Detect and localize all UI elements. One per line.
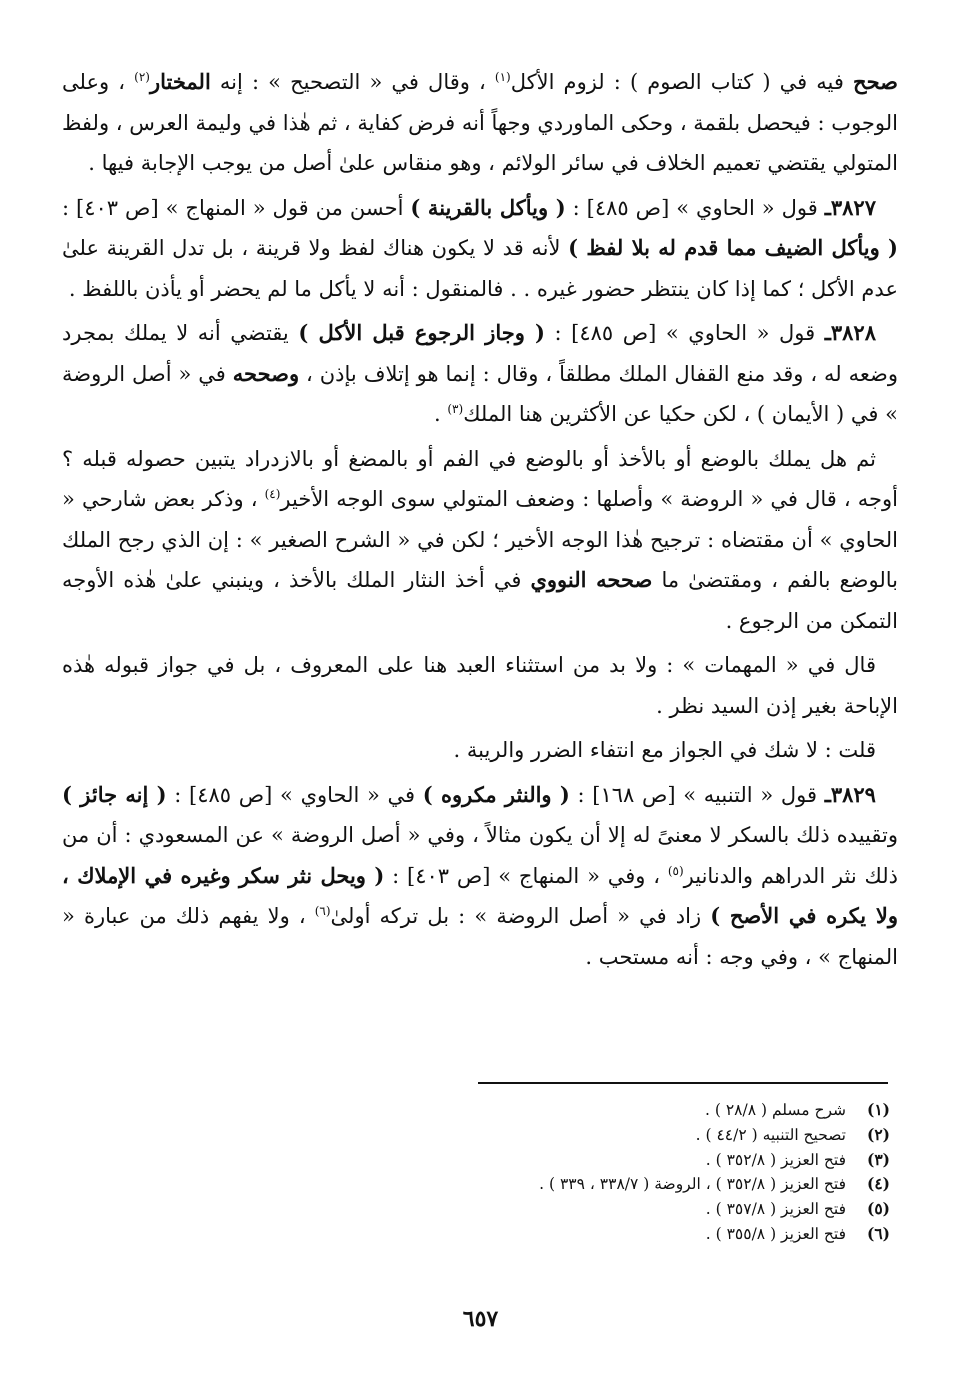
footnote-number: (٦) <box>866 1223 890 1243</box>
bold-term: وصححه <box>232 360 300 386</box>
bold-term: صحح <box>853 69 898 94</box>
footnote-text: فتح العزيز ( ٣٥٥/٨ ) . <box>705 1224 846 1243</box>
footnote-5 <box>420 1197 890 1222</box>
footnote-number: (٢) <box>866 1124 890 1144</box>
text-run: ، ولا يفهم ذلك من عبارة « المنهاج » ، وفي وجه : أنه مستحب . <box>62 904 898 969</box>
bold-term: صححه النووي <box>530 567 653 592</box>
page-number: ٦٥٧ <box>462 1306 499 1332</box>
footnote-number: (٣) <box>866 1149 890 1169</box>
footnote-number: (٥) <box>866 1199 890 1219</box>
footnote-ref-6[interactable]: (٦) <box>314 904 331 918</box>
issue-number: ٣٨٢٧ـ <box>824 194 876 220</box>
paragraph-1 <box>62 62 898 184</box>
quoted-matn: ( والنثر مكروه ) <box>422 781 570 807</box>
text-run: ، وفي « المنهاج » [ص ٤٠٣] : <box>384 863 668 888</box>
footnote-number: (٤) <box>866 1174 890 1194</box>
quoted-matn: ( ويأكل بالقرينة ) <box>410 194 566 220</box>
text-run: ، وذكر بعض شارحي « الحاوي » أن مقتضاه : ترجيح هٰذا الوجه الأخير ؛ لكن في « الشرح الصغير » : إن الذي رجح الملك بالوضع بالفم ، ومقتضىٰ ما <box>62 487 898 592</box>
text-run: في « الحاوي » [ص ٤٨٥] : <box>166 782 423 807</box>
main-text <box>62 62 898 977</box>
text-run: ثم هل يملك بالوضع أو بالأخذ أو بالوضع في الفم أو بالمضغ أو بالازدراد يتبين حصوله قبله ؟ أوجه ، قال في « الروضة » وأصلها : وضعف المتولي سوى الوجه الأخير <box>62 446 898 511</box>
issue-number: ٣٨٢٨ـ <box>824 320 876 345</box>
text-run: زاد في « أصل الروضة » : بل تركه أولىٰ <box>330 904 711 928</box>
issue-number: ٣٨٢٩ـ <box>824 781 876 807</box>
footnote-ref-4[interactable]: (٤) <box>264 487 281 501</box>
text-run: . <box>434 402 448 426</box>
footnote-number: (١) <box>866 1100 890 1119</box>
paragraph-6: قلت : لا شك في الجواز مع انتفاء الضرر والريبة . <box>453 738 876 762</box>
footnotes <box>420 1098 890 1247</box>
paragraph-3829 <box>62 775 898 978</box>
quoted-matn: ( ويأكل الضيف مما قدم له بلا لفظ ) <box>568 235 898 260</box>
footnote-text: فتح العزيز ( ٣٥٧/٨ ) . <box>705 1200 846 1219</box>
text-run: في أخذ النثار الملك بالأخذ ، وينبني علىٰ هٰذه الأوجه التمكن من الرجوع . <box>62 568 898 633</box>
text-run: ، وعلى الوجوب : فيحصل بلقمة ، وحكى الماوردي وجهاً أنه فرض كفاية ، ثم هٰذا في وليمة العرس ، ولفظ المتولي يقتضي تعميم الخلاف في سائر الولائم ، وهو منقاس علىٰ أصل من يوجب الإجابة فيها . <box>62 70 898 175</box>
text-run: يقتضي أنه لا يملك بمجرد وضعه له ، وقد منع القفال الملك مطلقاً ، وقال : إنما هو إتلاف بإذن ، <box>62 321 898 386</box>
footnote-ref-5[interactable]: (٥) <box>667 863 684 878</box>
footnote-text: شرح مسلم ( ٢٨/٨ ) . <box>705 1101 846 1119</box>
footnote-text: فتح العزيز ( ٣٥٢/٨ ) . <box>705 1150 846 1169</box>
text-run: قول « التنبيه » [ص ١٦٨] : <box>569 782 825 807</box>
bold-term: المختار <box>149 69 211 94</box>
paragraph-3827 <box>62 188 898 310</box>
text-run: في « أصل الروضة » في ( الأيمان ) ، لكن حكيا عن الأكثرين هنا الملك <box>62 361 898 426</box>
paragraph-3828 <box>62 313 898 435</box>
quoted-matn: ( وجاز الرجوع قبل الأكل ) <box>298 320 545 345</box>
footnote-ref-3[interactable]: (٣) <box>447 402 464 416</box>
text-run: فيه في ( كتاب الصوم ) : لزوم الأكل <box>510 70 854 94</box>
footnote-4 <box>420 1172 890 1197</box>
footnote-divider <box>478 1082 888 1084</box>
footnote-text: تصحيح التنبيه ( ٤٤/٢ ) . <box>695 1125 846 1144</box>
quoted-matn: ( ويحل نثر سكر وغيره في الإملاك ، ولا يكره في الأصح ) <box>62 862 898 928</box>
footnote-1 <box>420 1098 890 1123</box>
footnote-3 <box>420 1148 890 1173</box>
quoted-matn: ( إنه جائز ) <box>62 781 167 807</box>
paragraph-5: قال في « المهمات » : ولا بد من استثناء العبد هنا على المعروف ، بل في جواز قبوله هٰذه الإباحة بغير إذن السيد نظر . <box>62 653 898 718</box>
footnote-text: فتح العزيز ( ٣٥٢/٨ ) ، الروضة ( ٣٣٨/٧ ، ٣٣٩ ) . <box>539 1175 846 1194</box>
footnote-6 <box>420 1222 890 1247</box>
text-run: ، وقال في « التصحيح » : إنه <box>210 70 495 94</box>
text-run: قول « الحاوي » [ص ٤٨٥] : <box>544 321 825 345</box>
text-run: لأنه قد لا يكون هناك لفظ ولا قرينة ، بل تدل القرينة علىٰ عدم الأكل ؛ كما إذا كان ينتظر حضور غيره . . فالمنقول : أنه لا يأكل ما لم يحضر أو يأذن باللفظ . <box>62 236 898 301</box>
text-run: قول « الحاوي » [ص ٤٨٥] : <box>565 195 825 220</box>
footnote-ref-2[interactable]: (٢) <box>134 70 150 84</box>
footnote-2 <box>420 1123 890 1148</box>
text-run: وتقييده ذلك بالسكر لا معنىً له إلا أن يكون مثالاً ، وفي « أصل الروضة » عن المسعودي : أن من ذلك نثر الدراهم والدنانير <box>62 823 898 888</box>
text-run: أحسن من قول « المنهاج » [ص ٤٠٣] : <box>62 195 411 220</box>
paragraph-4 <box>62 439 898 642</box>
footnote-ref-1[interactable]: (١) <box>494 70 511 84</box>
